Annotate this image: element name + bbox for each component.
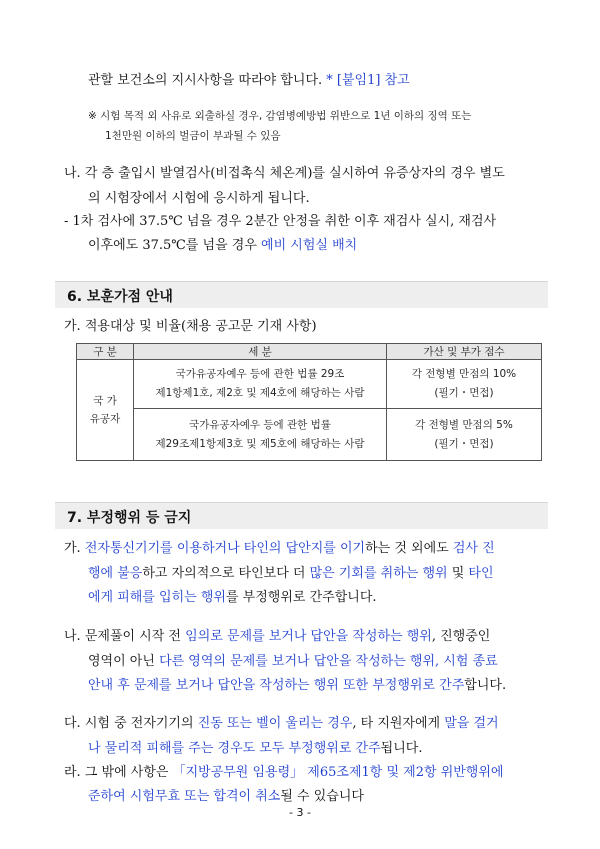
recheck-line-1: - 1차 검사에 37.5℃ 넘을 경우 2분간 안정을 취한 이후 재검사 실시, 재검사 [64, 214, 497, 229]
veteran-points-table [76, 343, 542, 461]
temperature-check-line-2: 의 시험장에서 시험에 응시하게 됩니다. [88, 191, 310, 206]
rule-ga-line-2: 행에 불응하고 자의적으로 타인보다 더 많은 기회를 취하는 행위 및 타인 [88, 566, 494, 581]
section-6-subtitle: 가. 적용대상 및 비율(채용 공고문 기재 사항) [64, 319, 317, 334]
rule-ra-line-1: 라. 그 밖에 사항은 「지방공무원 임용령」 제65조제1항 및 제2항 위반행위에 [64, 765, 504, 780]
rule-da-line-2: 나 물리적 피해를 주는 경우도 모두 부정행위로 간주됩니다. [88, 741, 423, 756]
section-7-header [55, 502, 548, 529]
detail-cell: 국가유공자예우 등에 관한 법률 29조 제1항제1호, 제2호 및 제4호에 해당하는 사람 [134, 360, 387, 409]
attachment-reference: * [붙임1] 참고 [326, 73, 410, 88]
table-row [77, 409, 542, 461]
top-instruction-line: 관할 보건소의 지시사항을 따라야 합니다. * [붙임1] 참고 [88, 73, 410, 88]
recheck-line-2: 이후에도 37.5℃를 넘을 경우 예비 시험실 배치 [88, 238, 358, 253]
table-header: 세 분 [134, 344, 387, 360]
rule-na-line-3: 안내 후 문제를 보거나 답안을 작성하는 행위 또한 부정행위로 간주합니다. [88, 678, 507, 693]
rule-ga-line-3: 에게 피해를 입히는 행위를 부정행위로 간주합니다. [88, 590, 377, 605]
table-header: 가산 및 부가 점수 [387, 344, 542, 360]
section-6-header [55, 281, 548, 308]
temperature-check-line-1: 나. 각 층 출입시 발열검사(비접촉식 체온계)를 실시하여 유증상자의 경우 별도 [64, 166, 505, 181]
legal-notice-line-2: 1천만원 이하의 벌금이 부과될 수 있음 [105, 130, 281, 142]
page-number: - 3 - [289, 806, 311, 819]
score-cell: 각 전형별 만점의 10% (필기・면접) [387, 360, 542, 409]
rule-da-line-1: 다. 시험 중 전자기기의 진동 또는 벨이 울리는 경우, 타 지원자에게 말을 걸거 [64, 716, 499, 731]
table-row [77, 360, 542, 409]
table-header: 구 분 [77, 344, 134, 360]
legal-notice-line-1: ※ 시험 목적 외 사유로 외출하실 경우, 감염병예방법 위반으로 1년 이하의 징역 또는 [88, 110, 472, 122]
rule-na-line-1: 나. 문제풀이 시작 전 임의로 문제를 보거나 답안을 작성하는 행위, 진행중인 [64, 629, 491, 644]
section-7-title: 7. 부정행위 등 금지 [67, 510, 192, 526]
group-cell: 국 가 유공자 [77, 360, 134, 461]
section-6-title: 6. 보훈가점 안내 [67, 289, 173, 305]
score-cell: 각 전형별 만점의 5% (필기・면접) [387, 409, 542, 461]
detail-cell: 국가유공자예우 등에 관한 법률 제29조제1항제3호 및 제5호에 해당하는 사람 [134, 409, 387, 461]
rule-na-line-2: 영역이 아닌 다른 영역의 문제를 보거나 답안을 작성하는 행위, 시험 종료 [88, 654, 498, 669]
rule-ra-line-2: 준하여 시험무효 또는 합격이 취소될 수 있습니다 [88, 789, 364, 804]
rule-ga-line-1: 가. 전자통신기기를 이용하거나 타인의 답안지를 이기하는 것 외에도 검사 진 [64, 541, 495, 556]
